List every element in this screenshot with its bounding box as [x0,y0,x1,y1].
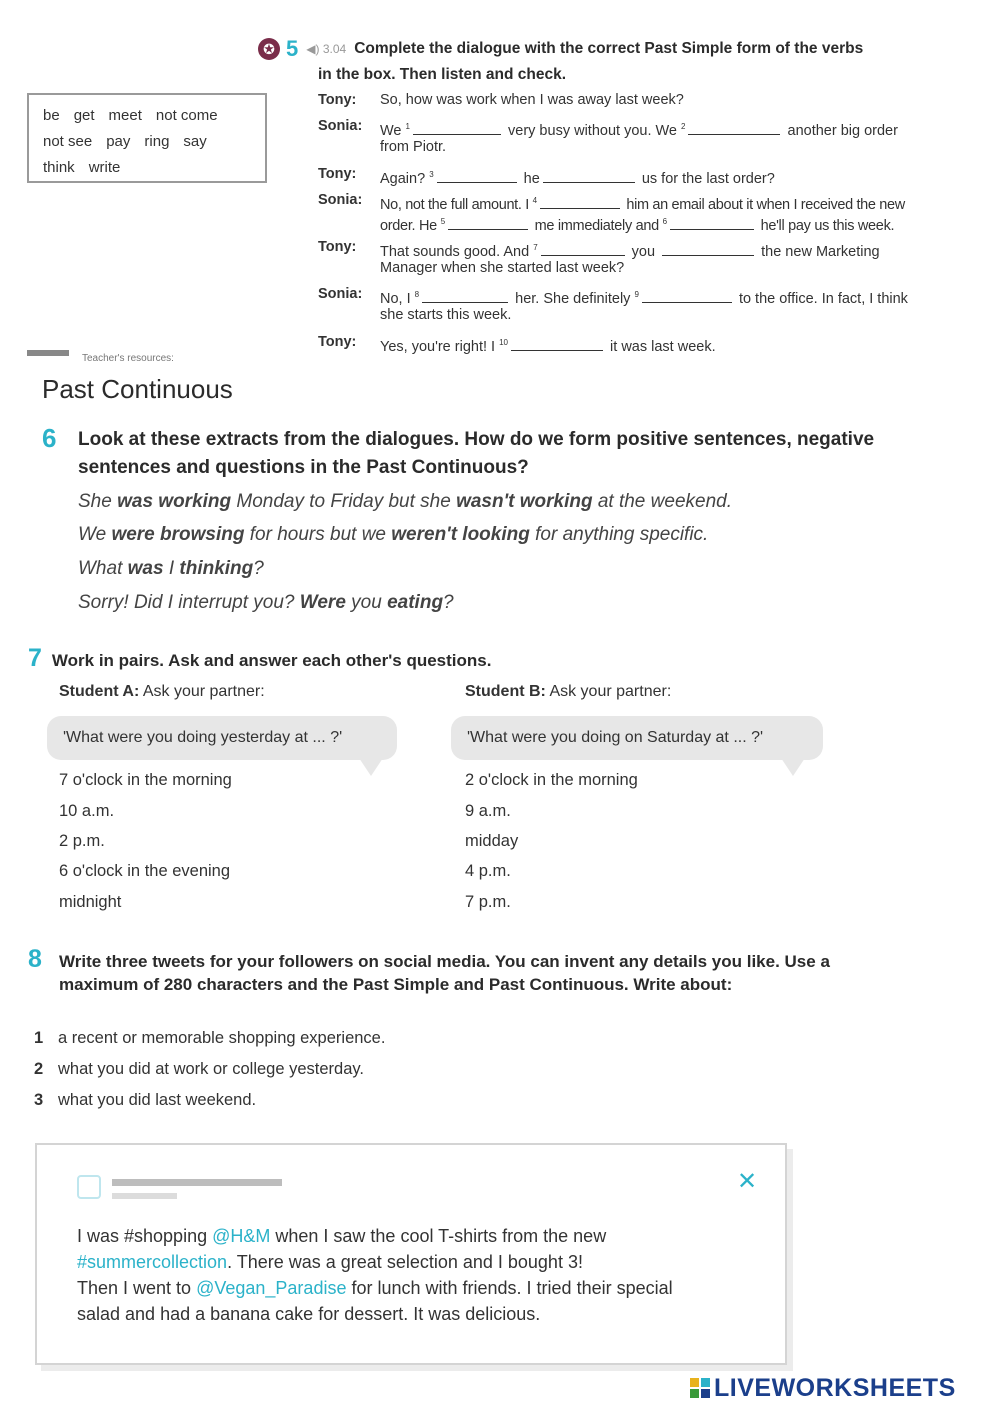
exercise-number: 8 [28,945,42,973]
username-placeholder [112,1179,282,1186]
exercise-7-header [28,644,491,673]
time-item: 4 p.m. [465,862,511,880]
example-sentence: She was working Monday to Friday but she wasn't working at the weekend. [78,491,732,512]
logo-icon [690,1378,710,1398]
word: get [73,107,95,124]
word: be [43,107,60,124]
bubble-tail [359,758,383,776]
word: not see [43,133,93,150]
word: pay [106,133,131,150]
list-item: 2 what you did at work or college yesterday. [34,1060,365,1078]
exercise-5-header [258,38,863,60]
bubble-tail [781,758,805,776]
time-item: 2 p.m. [59,832,105,850]
word: not come [155,107,218,124]
example-sentence: We were browsing for hours but we weren't looking for anything specific. [78,524,709,545]
word: write [88,159,121,176]
exercise-number: 7 [28,644,42,672]
mention: @Vegan_Paradise [196,1278,347,1298]
exercise-instruction: Complete the dialogue with the correct Past Simple form of the verbs [354,40,864,58]
time-item: 10 a.m. [59,802,115,820]
answer-blank[interactable] [448,215,528,230]
time-item: midday [465,832,519,850]
example-sentence: Sorry! Did I interrupt you? Were you eating? [78,592,454,613]
resource-bar [27,350,69,356]
answer-blank[interactable] [540,194,620,209]
answer-blank[interactable] [670,215,754,230]
exercise-number: 5 [286,36,299,61]
mention: @H&M [212,1226,271,1246]
student-a-heading: Student A: Ask your partner: [59,683,265,700]
answer-blank[interactable] [662,241,754,256]
word: think [43,159,75,176]
time-item: 2 o'clock in the morning [465,771,638,789]
list-item: 1 a recent or memorable shopping experience. [34,1029,386,1047]
close-icon[interactable]: ✕ [737,1168,758,1195]
answer-blank[interactable] [437,168,517,183]
tweet-card [35,1143,787,1365]
answer-blank[interactable] [541,241,625,256]
time-item: 7 p.m. [465,893,511,911]
time-item: 6 o'clock in the evening [59,862,231,880]
word-box [27,93,267,183]
teacher-resources: Teacher's resources: [27,350,227,356]
section-title: Past Continuous [42,374,233,404]
exercise-instruction: Work in pairs. Ask and answer each other's questions. [51,651,492,670]
word: ring [144,133,170,150]
word: say [183,133,207,150]
avatar [77,1175,101,1199]
exercise-instruction: Look at these extracts from the dialogues. How do we form positive sentences, negative sentences and questions in the Past Continuous? [78,429,875,478]
star-icon: ✪ [258,38,280,60]
answer-blank[interactable] [688,120,780,135]
speech-bubble-a: 'What were you doing yesterday at ... ?' [47,716,397,760]
exercise-instruction: Write three tweets for your followers on social media. You can invent any details you like. Use a maximum of 280 characters and the Past Simple and Past Continuous. Write about: [59,952,830,994]
exercise-instruction-continued: in the box. Then listen and check. [318,66,567,83]
student-b-heading: Student B: Ask your partner: [465,683,672,700]
answer-blank[interactable] [413,120,501,135]
time-item: 9 a.m. [465,802,511,820]
example-sentence: What was I thinking? [78,558,264,579]
answer-blank[interactable] [543,168,635,183]
hashtag: #summercollection [77,1252,228,1272]
tweet-body: I was #shopping @H&M when I saw the cool T-shirts from the new #summercollection. There was a great selection and I bought 3! Then I went to @Vegan_Paradise for lunch with friends. I tried their special salad and had a banana cake for dessert. It was delicious. [77,1226,673,1324]
speech-bubble-b: 'What were you doing on Saturday at ... ?' [451,716,823,760]
time-item: 7 o'clock in the morning [59,771,232,789]
speaker-icon: ◀) [306,42,320,56]
audio-track[interactable]: ◀) 3.04 [306,42,347,56]
answer-blank[interactable] [511,336,603,351]
answer-blank[interactable] [642,288,732,303]
liveworksheets-logo: LIVEWORKSHEETS [690,1374,956,1403]
exercise-number: 6 [42,423,57,453]
handle-placeholder [112,1193,177,1199]
list-item: 3 what you did last weekend. [34,1091,257,1109]
time-item: midnight [59,893,122,911]
answer-blank[interactable] [422,288,508,303]
word: meet [108,107,142,124]
